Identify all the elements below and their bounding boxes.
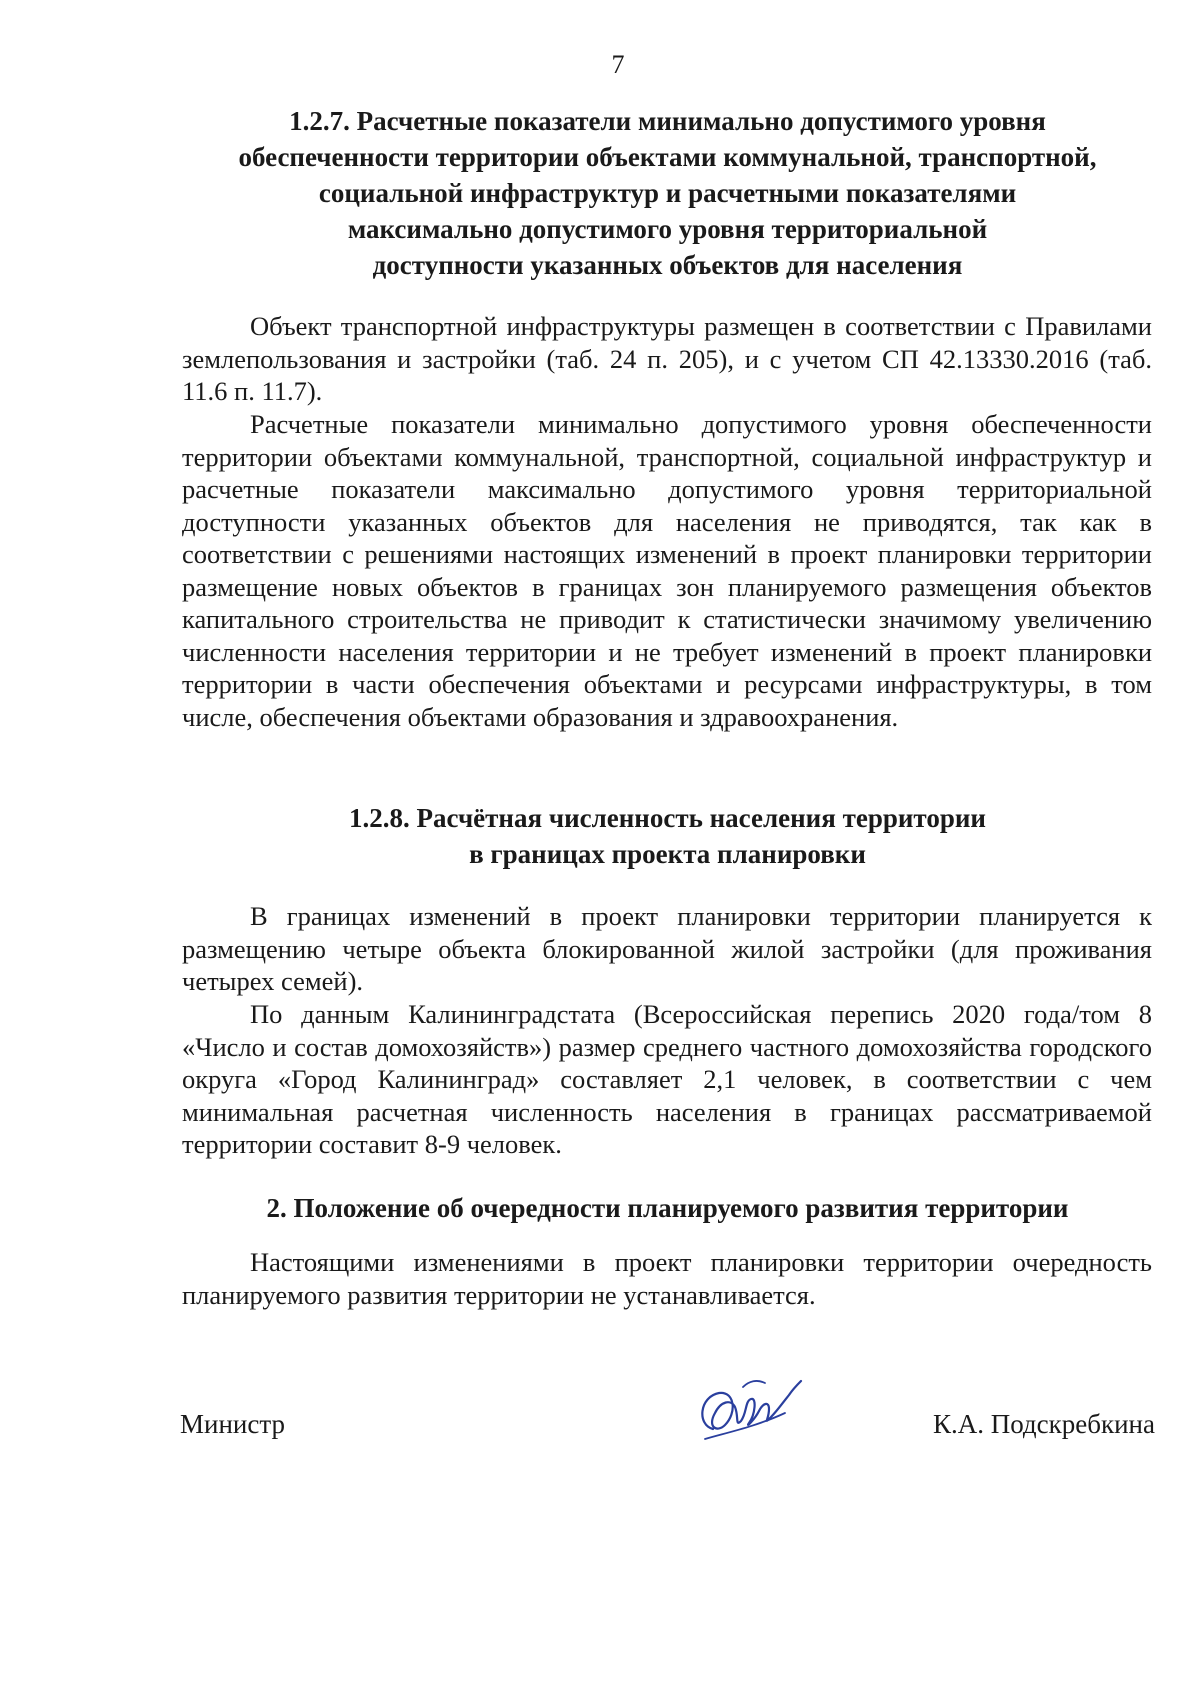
section-1-2-8-title (150, 800, 1185, 872)
section-1-2-7-title (150, 103, 1185, 283)
page-number: 7 (611, 50, 625, 79)
signatory-title: Министр (180, 1409, 285, 1439)
signature-block (180, 1395, 1155, 1465)
title-line: социальной инфраструктур и расчетными показателями (318, 178, 1017, 208)
section-2-title: 2. Положение об очередности планируемого развития территории (266, 1193, 1069, 1223)
paragraph-transport-object: Объект транспортной инфраструктуры размещен в соответствии с Правилами землепользования и застройки (таб. 24 п. 205), и с учетом СП 42.13330.2016 (таб. 11.6 п. 11.7). (182, 311, 1152, 406)
title-line: в границах проекта планировки (469, 839, 866, 869)
paragraph-calculated-indicators: Расчетные показатели минимально допустимого уровня обеспеченности территории объектами коммунальной, транспортной, социальной инфраструктур и расчетные показатели максимально допустимого уровня территориальной доступности указанных объектов для населения не приводятся, так как в соответствии с решениями настоящих изменений в проект планировки территории размещение новых объектов в границах зон планируемого размещения объектов капитального строительства не приводит к статистически значимому увеличению численности населения территории и не требует изменений в проект планировки территории в части обеспечения объектами и ресурсами инфраструктуры, в том числе, обеспечения объектами образования и здравоохранения. (182, 409, 1152, 732)
title-line: 1.2.7. Расчетные показатели минимально допустимого уровня (289, 106, 1046, 136)
paragraph-planned-housing: В границах изменений в проект планировки территории планируется к размещению четыре объекта блокированной жилой застройки (для проживания четырех семей). (182, 901, 1152, 996)
paragraph-development-order: Настоящими изменениями в проект планировки территории очередность планируемого развития территории не устанавливается. (182, 1247, 1152, 1310)
title-line: доступности указанных объектов для населения (372, 250, 963, 280)
title-line: 1.2.8. Расчётная численность населения территории (349, 803, 986, 833)
title-line: обеспеченности территории объектами коммунальной, транспортной, (238, 142, 1097, 172)
title-line: максимально допустимого уровня территориальной (347, 214, 988, 244)
handwritten-signature-icon (685, 1367, 805, 1457)
paragraph-population-estimate: По данным Калининградстата (Всероссийская перепись 2020 года/том 8 «Число и состав домохозяйств») размер среднего частного домохозяйства городского округа «Город Калининград» составляет 2,1 человек, в соответствии с чем минимальная расчетная численность населения в границах рассматриваемой территории составит 8-9 человек. (182, 999, 1152, 1159)
signatory-name: К.А. Подскребкина (932, 1409, 1155, 1439)
